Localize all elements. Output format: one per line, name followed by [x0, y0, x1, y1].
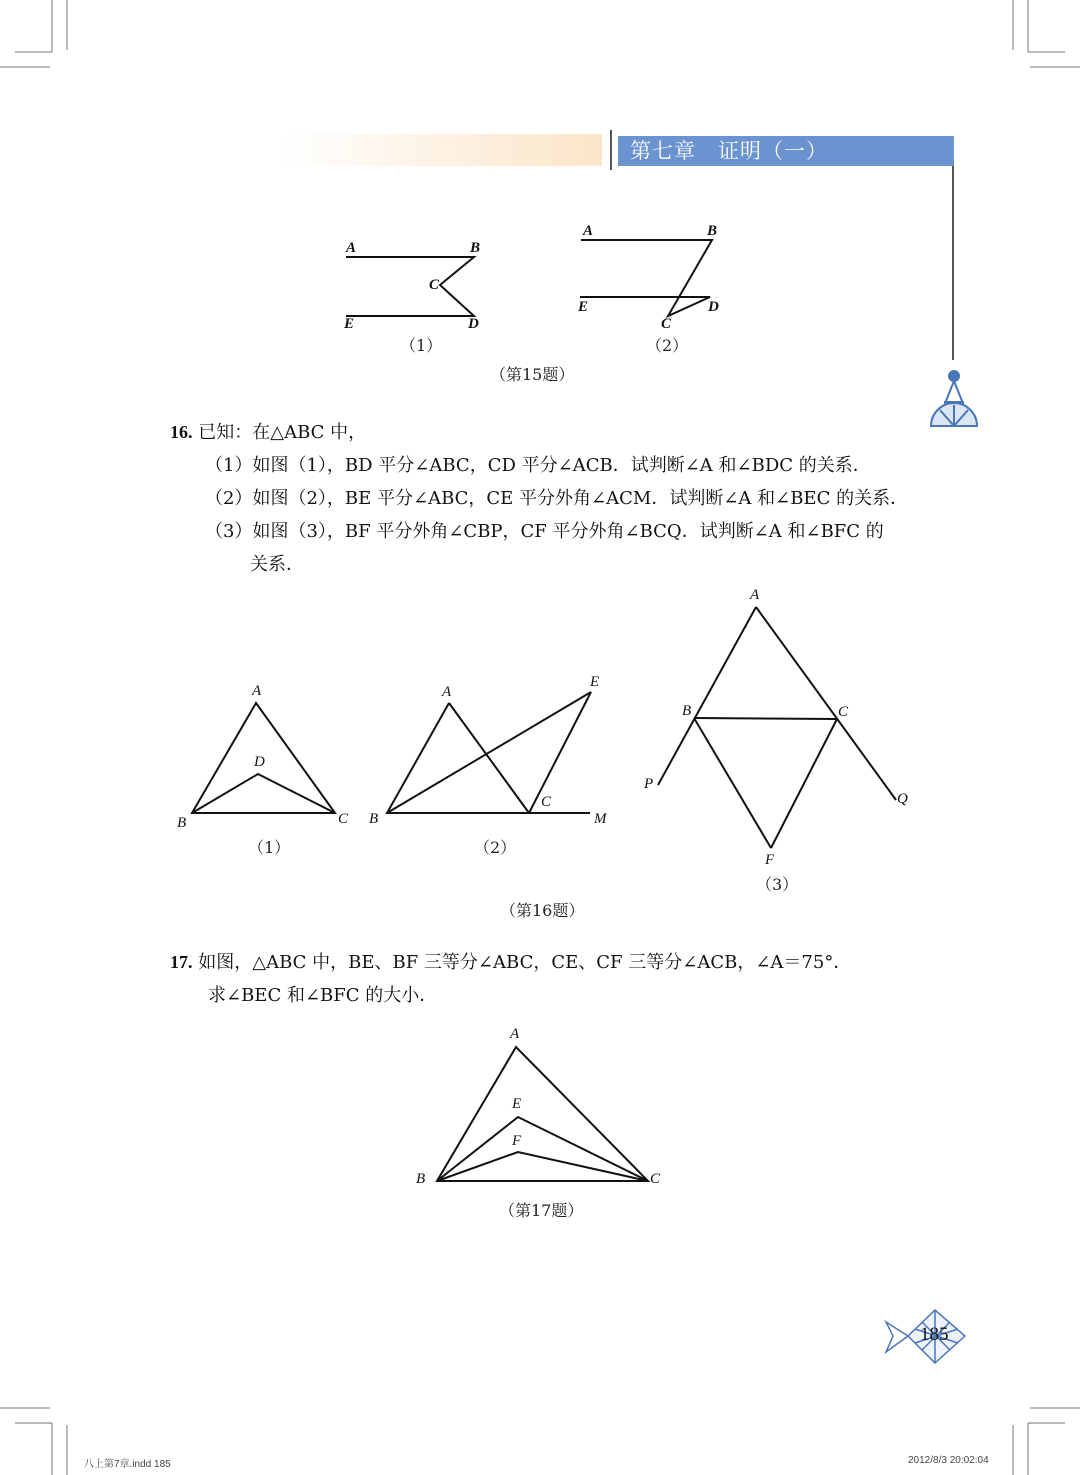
- fig16-2-point-A: A: [442, 684, 452, 700]
- fig15-sub2-label: （2）: [646, 336, 689, 355]
- fig17-point-C: C: [650, 1171, 661, 1187]
- fig15-2-point-D: D: [708, 299, 719, 315]
- q16-number: 16.: [170, 422, 193, 442]
- fig15-2-point-E: E: [578, 299, 589, 315]
- q16-part3-line2: 关系．: [250, 554, 304, 575]
- fig16-1-point-A: A: [252, 683, 262, 699]
- fig16-2-point-M: M: [594, 811, 607, 827]
- q16-part1: （1）如图（1），BD 平分∠ABC，CD 平分∠ACB．试判断∠A 和∠BDC 的关系．: [205, 455, 871, 476]
- fig16-2-point-B: B: [369, 811, 379, 827]
- fig17-point-F: F: [512, 1133, 522, 1149]
- fig16-sub2-label: （2）: [474, 838, 517, 857]
- fig15-1-point-E: E: [344, 316, 355, 332]
- file-slug: 八上第7章.indd 185: [84, 1459, 171, 1470]
- fig17-caption: （第17题）: [499, 1201, 584, 1220]
- fig15-2-point-C: C: [661, 316, 672, 332]
- fig16-1-point-B: B: [177, 815, 187, 831]
- fig17-point-B: B: [416, 1171, 426, 1187]
- fig15-2-point-A: A: [583, 223, 594, 239]
- fig15-caption: （第15题）: [490, 365, 575, 384]
- chapter-title: 第七章 证明（一）: [618, 136, 954, 166]
- fig15-1-point-C: C: [429, 277, 440, 293]
- fig15-2-point-B: B: [707, 223, 718, 239]
- fig17-point-E: E: [512, 1096, 522, 1112]
- fig16-3-point-P: P: [644, 776, 654, 792]
- q16-intro: 已知：在△ABC 中，: [198, 422, 367, 443]
- fig16-3-point-C: C: [838, 704, 849, 720]
- q16-part3-line1: （3）如图（3），BF 平分外角∠CBP，CF 平分外角∠BCQ．试判断∠A 和∠BFC 的: [205, 521, 884, 542]
- q17-number: 17.: [170, 952, 193, 972]
- fig16-sub3-label: （3）: [756, 875, 799, 894]
- fig15-1-point-D: D: [468, 316, 479, 332]
- fig16-3-point-B: B: [682, 703, 692, 719]
- fig16-2-point-C: C: [541, 794, 552, 810]
- fig16-3-point-F: F: [765, 852, 775, 868]
- fig16-caption: （第16题）: [500, 901, 585, 920]
- fig16-2-point-E: E: [590, 674, 600, 690]
- fig15-1-point-B: B: [470, 240, 481, 256]
- page-number: 185: [920, 1324, 949, 1345]
- fig16-1-point-D: D: [254, 754, 265, 770]
- q17-line2: 求∠BEC 和∠BFC 的大小．: [208, 985, 438, 1006]
- fig16-3-point-Q: Q: [897, 791, 908, 807]
- fig15-sub1-label: （1）: [400, 336, 443, 355]
- fig17-point-A: A: [510, 1026, 520, 1042]
- print-timestamp: 2012/8/3 20:02:04: [908, 1455, 989, 1466]
- fig16-sub1-label: （1）: [248, 838, 291, 857]
- fig16-1-point-C: C: [338, 811, 349, 827]
- q16-part2: （2）如图（2），BE 平分∠ABC，CE 平分外角∠ACM．试判断∠A 和∠BEC 的关系．: [205, 488, 909, 509]
- q17-line1: 如图，△ABC 中，BE、BF 三等分∠ABC，CE、CF 三等分∠ACB，∠A＝75°．: [198, 952, 852, 973]
- fig16-3-point-A: A: [750, 587, 760, 603]
- fig15-1-point-A: A: [346, 240, 357, 256]
